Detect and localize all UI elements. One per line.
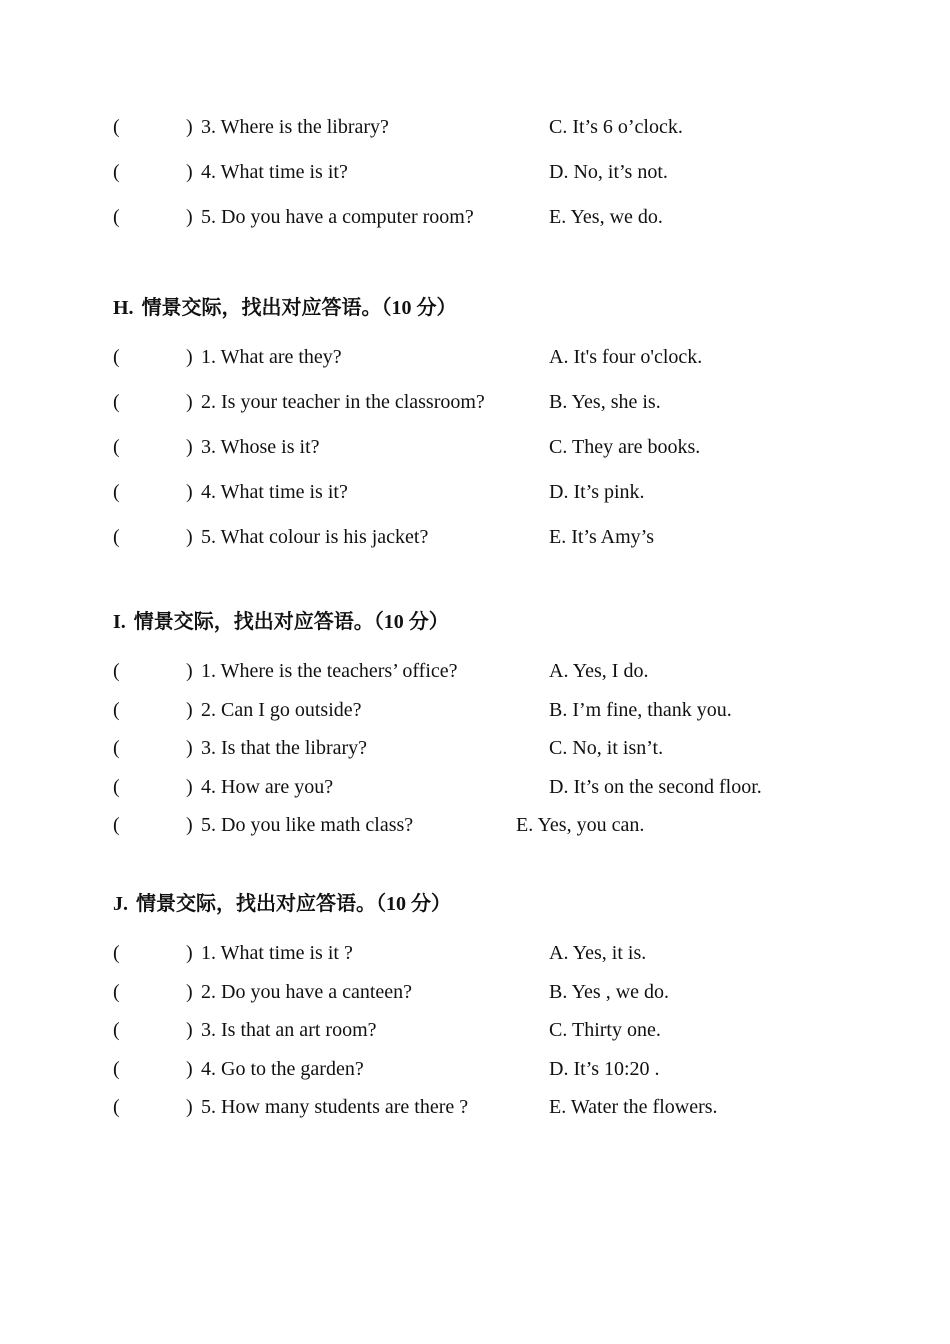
answer-blank-open: ( (113, 481, 120, 503)
answer-blank-open: ( (113, 1096, 120, 1118)
answer-blank-close: ) (186, 942, 193, 964)
answer-option: A. Yes, I do. (549, 660, 649, 682)
answer-option: E. Yes, we do. (549, 206, 663, 228)
answer-blank-close: ) (186, 391, 193, 413)
answer-blank-open: ( (113, 814, 120, 836)
question-text: 3. Whose is it? (201, 436, 320, 458)
question-text: 5. Do you like math class? (201, 814, 414, 836)
answer-option: C. They are books. (549, 436, 701, 458)
section-i-heading (113, 608, 449, 636)
section-j-heading (113, 890, 451, 918)
answer-option: E. Yes, you can. (516, 814, 645, 836)
answer-blank-open: ( (113, 1019, 120, 1041)
answer-blank-open: ( (113, 391, 120, 413)
question-text: 2. Can I go outside? (201, 699, 362, 721)
answer-option: D. It’s on the second floor. (549, 776, 762, 798)
answer-blank-close: ) (186, 737, 193, 759)
question-text: 5. Do you have a computer room? (201, 206, 474, 228)
question-text: 4. What time is it? (201, 161, 348, 183)
question-text: 3. Where is the library? (201, 116, 389, 138)
question-text: 5. What colour is his jacket? (201, 526, 429, 548)
answer-blank-open: ( (113, 161, 120, 183)
answer-blank-open: ( (113, 1058, 120, 1080)
answer-blank-close: ) (186, 1058, 193, 1080)
section-letter: I. (113, 611, 126, 633)
answer-blank-open: ( (113, 526, 120, 548)
answer-blank-open: ( (113, 660, 120, 682)
answer-option: B. Yes , we do. (549, 981, 670, 1003)
answer-blank-open: ( (113, 776, 120, 798)
answer-blank-open: ( (113, 942, 120, 964)
answer-blank-open: ( (113, 116, 120, 138)
question-text: 3. Is that an art room? (201, 1019, 377, 1041)
section-h-heading (113, 294, 457, 322)
answer-blank-open: ( (113, 206, 120, 228)
answer-option: C. No, it isn’t. (549, 737, 664, 759)
question-text: 2. Do you have a canteen? (201, 981, 413, 1003)
answer-blank-close: ) (186, 526, 193, 548)
answer-blank-close: ) (186, 776, 193, 798)
question-text: 3. Is that the library? (201, 737, 368, 759)
answer-blank-close: ) (186, 206, 193, 228)
answer-option: E. Water the flowers. (549, 1096, 718, 1118)
question-text: 5. How many students are there ? (201, 1096, 469, 1118)
question-text: 4. Go to the garden? (201, 1058, 364, 1080)
answer-option: E. It’s Amy’s (549, 526, 655, 548)
question-text: 4. How are you? (201, 776, 334, 798)
question-text: 2. Is your teacher in the classroom? (201, 391, 485, 413)
answer-blank-close: ) (186, 346, 193, 368)
section-title: 情景交际，找出对应答语。（10 分） (133, 611, 449, 633)
answer-option: A. Yes, it is. (549, 942, 647, 964)
answer-blank-close: ) (186, 116, 193, 138)
answer-blank-close: ) (186, 814, 193, 836)
answer-blank-close: ) (186, 660, 193, 682)
answer-option: D. No, it’s not. (549, 161, 668, 183)
answer-option: A. It's four o'clock. (549, 346, 703, 368)
question-text: 1. What are they? (201, 346, 342, 368)
answer-blank-close: ) (186, 981, 193, 1003)
section-title: 情景交际，找出对应答语。（10 分） (141, 297, 457, 319)
answer-blank-open: ( (113, 699, 120, 721)
answer-option: C. It’s 6 o’clock. (549, 116, 683, 138)
question-text: 4. What time is it? (201, 481, 348, 503)
answer-blank-close: ) (186, 1019, 193, 1041)
answer-blank-open: ( (113, 981, 120, 1003)
answer-blank-close: ) (186, 1096, 193, 1118)
answer-option: B. Yes, she is. (549, 391, 661, 413)
answer-blank-open: ( (113, 346, 120, 368)
answer-option: D. It’s 10:20 . (549, 1058, 660, 1080)
section-title: 情景交际，找出对应答语。（10 分） (136, 893, 451, 915)
answer-blank-close: ) (186, 699, 193, 721)
answer-option: B. I’m fine, thank you. (549, 699, 732, 721)
question-text: 1. What time is it ? (201, 942, 353, 964)
answer-blank-close: ) (186, 436, 193, 458)
answer-blank-close: ) (186, 161, 193, 183)
question-text: 1. Where is the teachers’ office? (201, 660, 458, 682)
section-letter: J. (113, 893, 128, 915)
answer-blank-open: ( (113, 436, 120, 458)
answer-option: C. Thirty one. (549, 1019, 661, 1041)
answer-blank-open: ( (113, 737, 120, 759)
answer-option: D. It’s pink. (549, 481, 645, 503)
answer-blank-close: ) (186, 481, 193, 503)
section-letter: H. (113, 297, 134, 319)
